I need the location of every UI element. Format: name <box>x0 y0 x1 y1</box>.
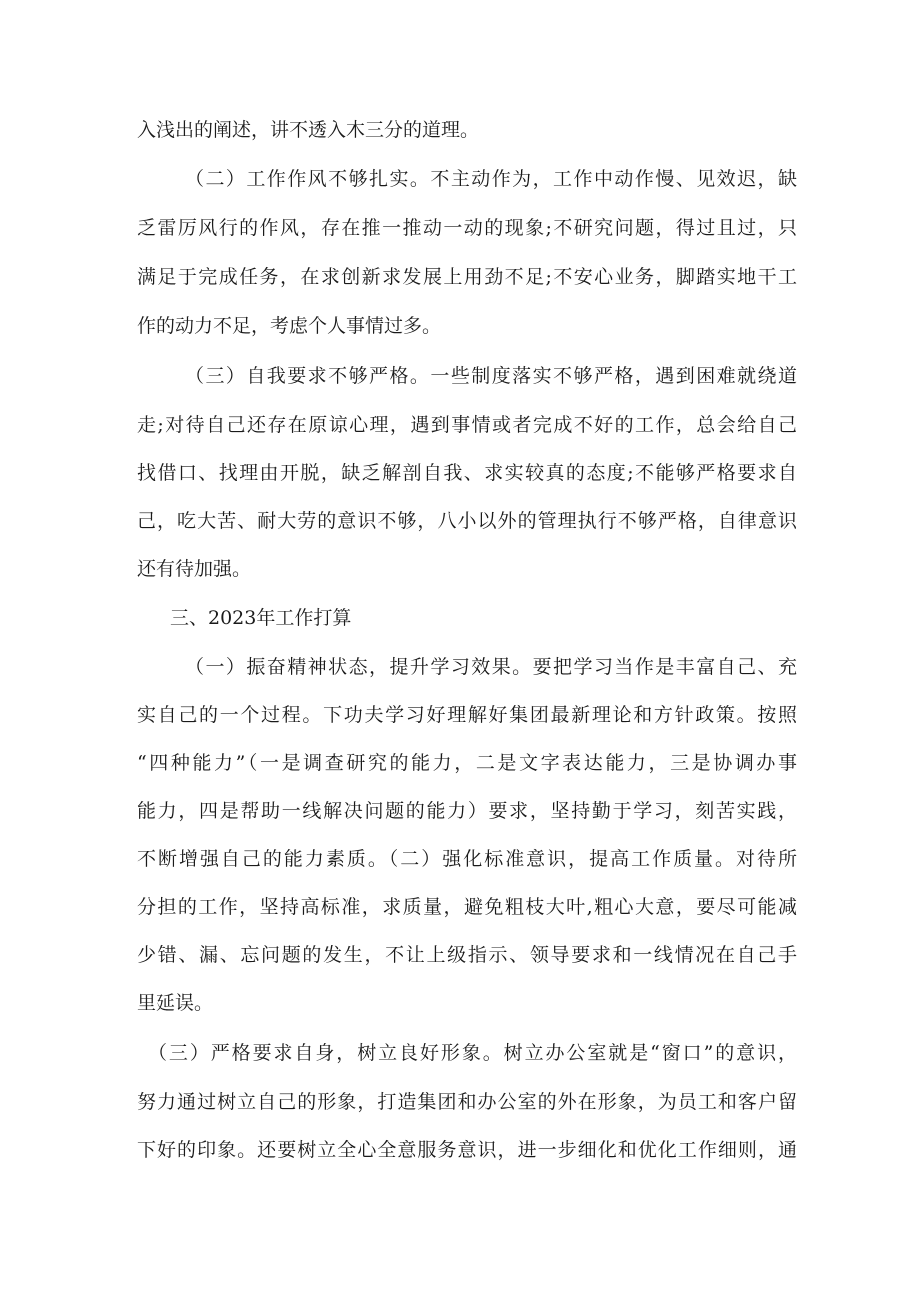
text-line: （一）振奋精神状态，提升学习效果。要把学习当作是丰富自己、充 <box>185 656 797 678</box>
text-line: 作的动力不足，考虑个人事情过多。 <box>137 315 442 337</box>
section-heading: 三、2023年工作打算 <box>170 607 352 629</box>
text-line: （二）工作作风不够扎实。不主动作为，工作中动作慢、见效迟，缺 <box>185 168 797 190</box>
text-line: 少错、漏、忘问题的发生，不让上级指示、领导要求和一线情况在自己手 <box>137 944 797 966</box>
text-line: 能力，四是帮助一线解决问题的能力）要求，坚持勤于学习，刻苦实践， <box>137 800 797 822</box>
text-line: 分担的工作，坚持高标准，求质量，避免粗枝大叶,粗心大意，要尽可能减 <box>137 896 797 918</box>
text-line: 努力通过树立自己的形象，打造集团和办公室的外在形象，为员工和客户留 <box>137 1091 797 1113</box>
text-line: 不断增强自己的能力素质。（二）强化标准意识，提高工作质量。对待所 <box>137 848 797 870</box>
text-line: 实自己的一个过程。下功夫学习好理解好集团最新理论和方针政策。按照 <box>137 704 797 726</box>
text-line: 入浅出的阐述，讲不透入木三分的道理。 <box>137 119 480 141</box>
text-line: 下好的印象。还要树立全心全意服务意识，进一步细化和优化工作细则，通 <box>137 1139 797 1161</box>
text-line: 己，吃大苦、耐大劳的意识不够，八小以外的管理执行不够严格，自律意识 <box>137 510 797 532</box>
text-line: 里延误。 <box>137 992 214 1014</box>
text-line: “四种能力”（一是调查研究的能力，二是文字表达能力，三是协调办事 <box>137 752 797 774</box>
text-line: 乏雷厉风行的作风，存在推一推动一动的现象;不研究问题，得过且过，只 <box>137 217 797 239</box>
text-line: （三）自我要求不够严格。一些制度落实不够严格，遇到困难就绕道 <box>185 365 797 387</box>
text-line: 还有待加强。 <box>137 558 252 580</box>
text-line: 走;对待自己还存在原谅心理，遇到事情或者完成不好的工作，总会给自己 <box>137 414 797 436</box>
text-line: 找借口、找理由开脱，缺乏解剖自我、求实较真的态度;不能够严格要求自 <box>137 462 797 484</box>
text-line: 满足于完成任务，在求创新求发展上用劲不足;不安心业务，脚踏实地干工 <box>137 266 797 288</box>
text-line: （三）严格要求自身，树立良好形象。树立办公室就是“窗口”的意识， <box>148 1042 797 1064</box>
